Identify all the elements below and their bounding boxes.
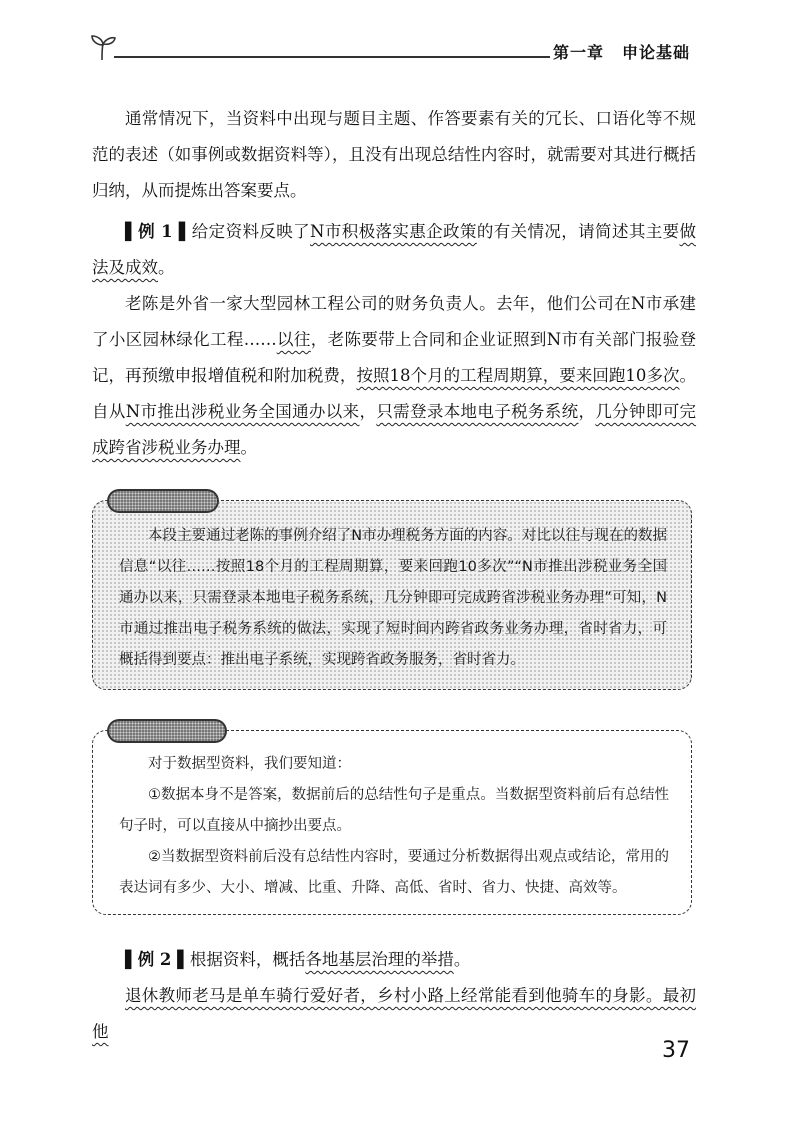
key-phrase: 做法及成效 xyxy=(92,222,697,277)
example-2-material-text: 退休教师老马是单车骑行爱好者，乡村小路上经常能看到他骑车的身影。最初他 xyxy=(92,986,696,1041)
key-phrase: N市积极落实惠企政策 xyxy=(310,222,477,241)
example-2-section xyxy=(92,942,696,1050)
running-header xyxy=(88,26,700,66)
tip-box-title-badge xyxy=(107,719,227,743)
tip-item-1: ①数据本身不是答案，数据前后的总结性句子是重点。当数据型资料前后有总结性句子时，可以直接从中摘抄出要点。 xyxy=(119,787,669,834)
intro-section xyxy=(92,101,696,209)
key-phrase: 几分钟即可完成跨省涉税业务办理 xyxy=(92,402,697,457)
key-phrase: 按照18个月的工程周期算，要来回跑10多次 xyxy=(356,366,680,385)
tip-item-2: ②当数据型资料前后没有总结性内容时，要通过分析数据得出观点或结论，常用的表达词有多少、大小、增减、比重、升降、高低、省时、省力、快捷、高效等。 xyxy=(119,849,669,896)
page-number: 37 xyxy=(662,1038,690,1063)
example-1-tag: ▌例 1 ▌ xyxy=(125,222,192,241)
example-1-section xyxy=(92,214,696,466)
analysis-text: 本段主要通过老陈的事例介绍了N市办理税务方面的内容。对比以往与现在的数据信息“以往……按照18个月的工程周期算，要来回跑10多次”“N市推出涉税业务全国通办以来，只需登录本地电子税务系统，几分钟即可完成跨省涉税业务办理”可知，N市通过推出电子税务系统的做法，实现了短时间内跨省政务业务办理，省时省力，可概括得到要点：推出电子系统，实现跨省政务服务，省时省力。 xyxy=(119,528,667,668)
chapter-title xyxy=(553,40,690,63)
intro-paragraph: 通常情况下，当资料中出现与题目主题、作答要素有关的冗长、口语化等不规范的表述（如事例或数据资料等），且没有出现总结性内容时，就需要对其进行概括归纳，从而提炼出答案要点。 xyxy=(92,109,696,200)
key-phrase: N市推出涉税业务全国通办以来 xyxy=(125,402,360,421)
example-1-question: ▌例 1 ▌给定资料反映了N市积极落实惠企政策的有关情况，请简述其主要做法及成效。 xyxy=(92,222,697,277)
header-rule xyxy=(114,56,550,58)
key-phrase: 各地基层治理的举措 xyxy=(305,950,454,969)
chapter-label: 第一章 xyxy=(552,43,604,62)
tip-intro: 对于数据型资料，我们要知道： xyxy=(148,756,351,772)
analysis-box xyxy=(92,500,692,690)
example-1-material: 老陈是外省一家大型园林工程公司的财务负责人。去年，他们公司在N市承建了小区园林绿化工程……以往，老陈要带上合同和企业证照到N市有关部门报验登记，再预缴申报增值税和附加税费，按照18个月的工程周期算，要来回跑10多次。自从N市推出涉税业务全国通办以来，只需登录本地电子税务系统，几分钟即可完成跨省涉税业务办理。 xyxy=(92,294,697,457)
analysis-box-title-badge xyxy=(107,489,219,513)
key-phrase: 只需登录本地电子税务系统 xyxy=(376,402,579,421)
key-phrase: 以往 xyxy=(276,330,311,349)
example-2-question: ▌例 2 ▌根据资料，概括各地基层治理的举措。 xyxy=(125,950,471,969)
example-2-tag: ▌例 2 ▌ xyxy=(125,950,190,969)
example-2-material xyxy=(92,978,696,1050)
tip-box xyxy=(92,730,692,915)
section-label: 申论基础 xyxy=(621,43,690,62)
